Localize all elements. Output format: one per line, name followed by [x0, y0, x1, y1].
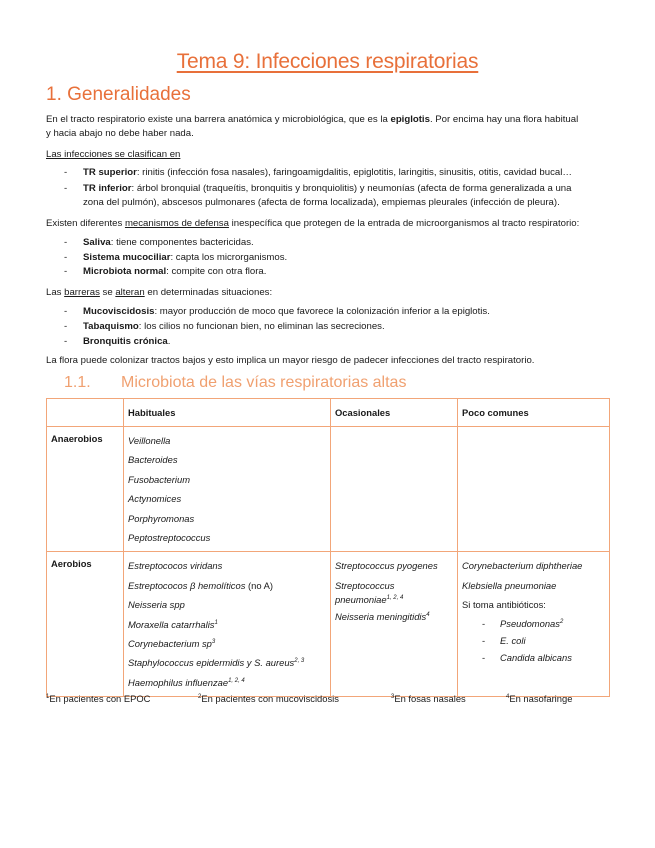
flora-paragraph: La flora puede colonizar tractos bajos y esto implica un mayor riesgo de padecer infecciones del tracto respiratorio. — [46, 355, 535, 366]
footnote-3: $^3$En fosas nasales — [391, 693, 466, 704]
table-header-habituales: Habituales — [124, 399, 331, 427]
list-item-bronquitis-cronica: Bronquitis crónica. — [83, 336, 171, 347]
organism: Actynomices — [128, 493, 182, 505]
list-item-tr-superior: TR superior: rinitis (infección fosa nasales), faringoamigdalitis, epiglotitis, laringitis, sinusitis, otitis, cavidad bucal… — [83, 167, 572, 178]
row-label-anaerobios: Anaerobios — [47, 427, 124, 552]
organism: Peptostreptococcus — [128, 532, 211, 544]
footnote-1: $^1$En pacientes con EPOC — [46, 693, 151, 704]
intro-paragraph: En el tracto respiratorio existe una barrera anatómica y microbiológica, que es la epiglotis. Por encima hay una flora habitual — [46, 114, 579, 125]
list-item-sistema-mucociliar: Sistema mucociliar: capta los microrganismos. — [83, 252, 288, 263]
organism: Streptococcus — [335, 579, 395, 591]
list-item-tr-inferior-cont: zona del pulmón), abscesos pulmonares (afecta de forma localizada), empiemas pleurales (infección de pleura). — [83, 197, 560, 208]
cell-aerobios-poco-comunes — [458, 552, 610, 697]
organism: - E. coli — [482, 634, 526, 646]
bullet-dash: - — [64, 336, 68, 347]
list-item-saliva: Saliva: tiene componentes bactericidas. — [83, 237, 254, 248]
organism: pneumoniae$^{1, 2, 4}$ — [335, 593, 404, 605]
organism: Neisseria meningitidis$^4$ — [335, 610, 430, 622]
list-item-tr-inferior: TR inferior: árbol bronquial (traqueítis, bronquitis y bronquiolitis) y neumonías (afecta de forma generalizada a una — [83, 183, 572, 194]
organism: - Candida albicans — [482, 651, 572, 663]
organism: Haemophilus influenzae$^{1, 2, 4}$ — [128, 676, 245, 688]
cell-aerobios-ocasionales — [331, 552, 458, 697]
clasif-heading: Las infecciones se clasifican en — [46, 149, 181, 160]
organism: - Pseudomonas$^2$ — [482, 617, 564, 629]
organism: Streptococcus pyogenes — [335, 560, 438, 572]
intro-paragraph-line2: y hacia abajo no debe haber nada. — [46, 128, 194, 139]
document-page: Tema 9: Infecciones respiratorias 1. Generalidades En el tracto respiratorio existe una barrera anatómica y microbiológica, que es la epiglotis. Por encima hay una flora habitual y hacia abajo no debe haber nada. Las infecciones se clasifican en - TR superior: rinitis (infección fosa nasales), faringoamigdalitis, epiglotitis, laringitis, sinusitis, otitis, cavidad bucal… - TR inferior: árbol bronquial (traqueítis, bronquitis y bronquiolitis) y neumonías (afecta de forma generalizada a una zona del pulmón), abscesos pulmonares (afecta de forma localizada), empiemas pleurales (infección de pleura). Existen diferentes mecanismos de defensa inespecífica que protegen de la entrada de microorganismos al tracto respiratorio: - Saliva: tiene componentes bactericidas. - Sistema mucociliar: capta los microrganismos. - Microbiota normal: compite con otra flora. Las barreras se alteran en determinadas situaciones: - Mucoviscidosis: mayor producción de moco que favorece la colonización inferior a la epiglotis. - Tabaquismo: los cilios no funcionan bien, no eliminan las secreciones. - Bronquitis crónica. La flora puede colonizar tractos bajos y esto implica un mayor riesgo de padecer infecciones del tracto respiratorio. 1.1. Microbiota de las vías respiratorias altas Habituales Ocasionales Poco comunes Anaerobios Veillonella Bacteroides Fusobacterium Actynomices Porphyromonas Peptostreptococcus Aerobios Estreptococos viridans Estreptococos β hemolíticos (no A) Neisseria spp Moraxella catarrhalis$^1$ Corynebacterium $sp^3$ Staphylococcus epidermidis y S. aureus$^{2, 3}$ Haemophilus influenzae$^{1, 2, 4}$ Streptococcus pyogenes Streptococcus pneumoniae$^{1, 2, 4}$ Neisseria meningitidis$^4$ Corynebacterium diphtheriae Klebsiella pneumoniae Si toma antibióticos: - Pseudomonas$^2$ - E. coli - Candida albicans $^1$En pacientes con EPOC $^2$En pacientes con mucoviscidosis $^3$En fosas nasales $^4$En nasofaringe — [0, 0, 655, 848]
footnote-4: $^4$En nasofaringe — [506, 693, 573, 704]
document-title: Tema 9: Infecciones respiratorias — [176, 50, 479, 73]
bullet-dash: - — [64, 237, 68, 248]
list-item-mucoviscidosis: Mucoviscidosis: mayor producción de moco que favorece la colonización inferior a la epiglotis. — [83, 306, 490, 317]
cell-anaerobios-habituales — [124, 427, 331, 552]
bullet-dash: - — [64, 306, 68, 317]
organism: Bacteroides — [128, 454, 178, 466]
barreras-paragraph: Las barreras se alteran en determinadas situaciones: — [46, 287, 273, 298]
bullet-dash: - — [64, 183, 68, 194]
organism: Fusobacterium — [128, 473, 191, 485]
organism: Estreptococos viridans — [128, 560, 223, 572]
bullet-dash: - — [64, 167, 68, 178]
bullet-dash: - — [64, 321, 68, 332]
table-header-row — [47, 399, 610, 427]
section-heading-generalidades: 1. Generalidades — [46, 84, 191, 105]
cell-anaerobios-poco-comunes — [458, 427, 610, 552]
organism: Porphyromonas — [128, 512, 195, 524]
table-header-ocasionales: Ocasionales — [331, 399, 458, 427]
organism: Corynebacterium $sp^3$ — [128, 638, 216, 650]
bullet-dash: - — [64, 266, 68, 277]
microbiota-table — [46, 398, 610, 697]
organism: Neisseria spp — [128, 599, 185, 611]
table-header-poco-comunes: Poco comunes — [458, 399, 610, 427]
organism: Corynebacterium diphtheriae — [462, 560, 583, 572]
mecanismos-paragraph: Existen diferentes mecanismos de defensa inespecífica que protegen de la entrada de microorganismos al tracto respiratorio: — [46, 218, 580, 229]
antibiotic-note: Si toma antibióticos: — [462, 599, 546, 611]
footnote-2: $^2$En pacientes con mucoviscidosis — [198, 693, 339, 704]
list-item-microbiota-normal: Microbiota normal: compite con otra flora. — [83, 266, 267, 277]
organism: Veillonella — [128, 435, 171, 446]
bullet-dash: - — [64, 252, 68, 263]
table-row-anaerobios — [47, 427, 610, 552]
row-label-aerobios: Aerobios — [47, 552, 124, 697]
list-item-tabaquismo: Tabaquismo: los cilios no funcionan bien, no eliminan las secreciones. — [83, 321, 385, 332]
organism: Estreptococos β hemolíticos (no A) — [128, 579, 274, 591]
cell-anaerobios-ocasionales — [331, 427, 458, 552]
table-row-aerobios — [47, 552, 610, 697]
organism: Klebsiella pneumoniae — [462, 579, 557, 591]
organism: Moraxella catarrhalis$^1$ — [128, 618, 218, 630]
organism: Staphylococcus epidermidis y S. aureus$^{2, 3}$ — [128, 657, 305, 669]
table-header-empty — [47, 399, 124, 427]
cell-aerobios-habituales — [124, 552, 331, 697]
